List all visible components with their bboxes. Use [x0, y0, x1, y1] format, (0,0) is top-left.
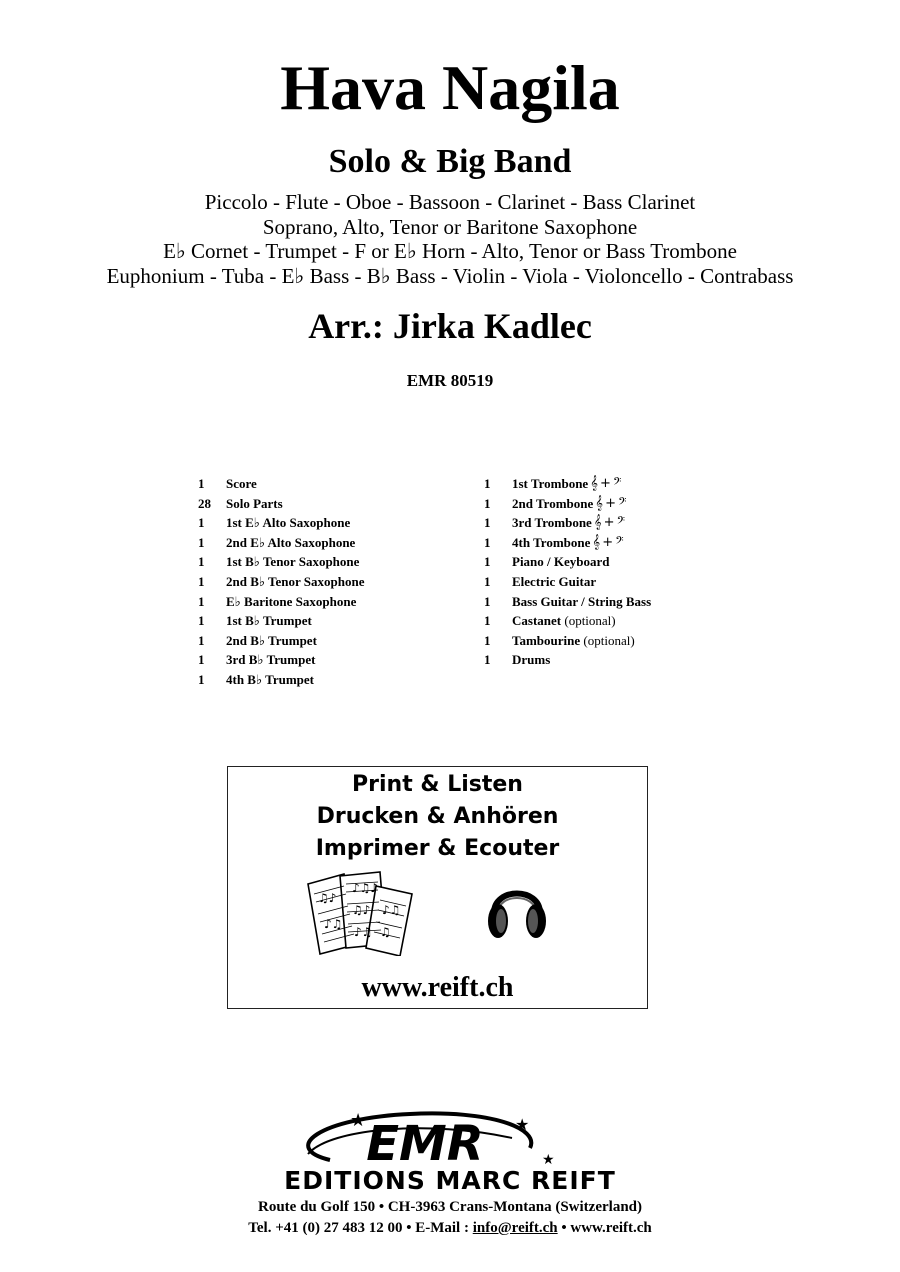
- clef-icon: 𝄞 + 𝄢: [592, 534, 623, 550]
- promo-line: Imprimer & Ecouter: [315, 836, 560, 861]
- optional-note: (optional): [583, 632, 635, 648]
- part-row: [198, 611, 364, 631]
- publisher-name: EDITIONS MARC REIFT: [284, 1166, 616, 1195]
- part-name: Electric Guitar: [512, 573, 597, 589]
- part-row: [198, 533, 364, 553]
- part-name: Score: [226, 476, 257, 491]
- part-name: 2nd Trombone: [512, 495, 594, 511]
- svg-text:♪♫: ♪♫: [382, 903, 401, 917]
- part-name: Bass Guitar / String Bass: [512, 593, 652, 609]
- instrumentation-line: Euphonium - Tuba - E♭ Bass - B♭ Bass - Violin - Viola - Violoncello - Contrabass: [106, 263, 794, 288]
- svg-text:♪♫♪: ♪♫♪: [352, 881, 379, 895]
- part-qty: 1: [198, 476, 205, 491]
- part-row: [198, 552, 364, 572]
- part-row: [484, 494, 651, 514]
- part-qty: 1: [198, 613, 205, 629]
- emr-logo: [290, 1108, 560, 1170]
- page-title: Hava Nagila: [280, 52, 620, 123]
- svg-text:♫♪: ♫♪: [352, 903, 371, 917]
- part-row: [198, 650, 364, 670]
- part-qty: 1: [198, 534, 205, 550]
- part-qty: 1: [484, 476, 491, 491]
- part-qty: 1: [484, 632, 491, 648]
- part-row: [484, 592, 651, 612]
- part-name: 1st E♭ Alto Saxophone: [226, 515, 351, 531]
- part-row: [484, 572, 651, 592]
- part-row: [198, 572, 364, 592]
- part-name: Drums: [512, 652, 551, 668]
- part-row: [198, 513, 364, 533]
- svg-text:♫: ♫: [380, 925, 391, 939]
- part-qty: 1: [198, 515, 205, 531]
- part-qty: 1: [484, 573, 491, 589]
- promo-line: Print & Listen: [352, 772, 523, 797]
- part-row: [484, 552, 651, 572]
- part-row: [484, 513, 651, 533]
- part-qty: 1: [484, 534, 491, 550]
- publisher-address: Route du Golf 150 • CH-3963 Crans-Montana (Switzerland): [258, 1199, 642, 1215]
- instrumentation-line: Soprano, Alto, Tenor or Baritone Saxophone: [262, 214, 638, 239]
- part-row: [484, 611, 651, 631]
- part-row: [198, 592, 364, 612]
- parts-list-right: [484, 474, 651, 670]
- publisher-contact: [0, 1219, 900, 1238]
- clef-icon: 𝄞 + 𝄢: [590, 476, 621, 491]
- part-qty: 1: [198, 632, 205, 648]
- instrumentation-line: E♭ Cornet - Trumpet - F or E♭ Horn - Alto, Tenor or Bass Trombone: [163, 239, 737, 263]
- part-qty: 1: [484, 652, 491, 668]
- optional-note: (optional): [564, 613, 616, 629]
- part-row: [484, 631, 651, 651]
- arranger: Arr.: Jirka Kadlec: [308, 306, 592, 346]
- part-name: 3rd Trombone: [512, 515, 592, 531]
- part-qty: 1: [484, 554, 491, 570]
- logo-text: EMR: [366, 1116, 484, 1170]
- part-row: [198, 670, 364, 690]
- part-name: Piano / Keyboard: [512, 554, 610, 570]
- sheet-music-icon: [306, 870, 418, 956]
- part-name: 2nd B♭ Trumpet: [226, 632, 317, 648]
- part-qty: 1: [198, 593, 205, 609]
- part-row: [484, 650, 651, 670]
- part-name: 1st B♭ Tenor Saxophone: [226, 554, 360, 570]
- instrumentation-line: Piccolo - Flute - Oboe - Bassoon - Clarinet - Bass Clarinet: [204, 190, 696, 214]
- part-name: 1st B♭ Trumpet: [226, 613, 312, 629]
- part-qty: 1: [198, 554, 205, 570]
- svg-text:♪♫: ♪♫: [324, 917, 343, 931]
- part-name: Solo Parts: [226, 495, 283, 511]
- parts-list-left: [198, 474, 364, 690]
- svg-text:♪♫: ♪♫: [354, 925, 373, 939]
- catalog-number: EMR 80519: [406, 371, 494, 390]
- part-name: Tambourine: [512, 632, 581, 648]
- part-name: 1st Trombone: [512, 476, 589, 491]
- part-row: [198, 494, 364, 514]
- part-qty: 1: [484, 495, 491, 511]
- part-name: E♭ Baritone Saxophone: [226, 593, 357, 609]
- part-row: [484, 533, 651, 553]
- part-qty: 1: [484, 515, 491, 531]
- email-link[interactable]: info@reift.ch: [472, 1220, 558, 1236]
- part-name: Castanet: [512, 613, 562, 629]
- contact-prefix: Tel. +41 (0) 27 483 12 00 • E-Mail :: [248, 1220, 473, 1236]
- part-qty: 1: [484, 613, 491, 629]
- part-qty: 1: [198, 652, 205, 668]
- part-name: 2nd B♭ Tenor Saxophone: [226, 573, 365, 589]
- promo-line: Drucken & Anhören: [316, 804, 559, 829]
- part-qty: 1: [198, 573, 205, 589]
- svg-text:★: ★: [350, 1110, 367, 1131]
- svg-text:♫♪: ♫♪: [318, 891, 337, 905]
- part-qty: 1: [198, 671, 205, 687]
- svg-text:★: ★: [515, 1115, 530, 1134]
- part-row: [484, 474, 651, 494]
- part-name: 2nd E♭ Alto Saxophone: [226, 534, 356, 550]
- contact-suffix: • www.reift.ch: [557, 1220, 652, 1236]
- headphones-icon: [486, 875, 548, 941]
- subtitle: Solo & Big Band: [328, 143, 572, 180]
- part-name: 4th B♭ Trumpet: [226, 671, 314, 687]
- part-qty: 1: [484, 593, 491, 609]
- part-row: [198, 474, 364, 494]
- print-listen-box: [227, 766, 648, 1009]
- clef-icon: 𝄞 + 𝄢: [595, 495, 626, 511]
- part-name: 4th Trombone: [512, 534, 591, 550]
- svg-text:★: ★: [542, 1152, 555, 1168]
- clef-icon: 𝄞 + 𝄢: [593, 515, 625, 531]
- part-qty: 28: [198, 495, 211, 511]
- part-row: [198, 631, 364, 651]
- part-name: 3rd B♭ Trumpet: [226, 652, 316, 668]
- website-url: www.reift.ch: [361, 972, 514, 1003]
- instrumentation: [0, 190, 900, 288]
